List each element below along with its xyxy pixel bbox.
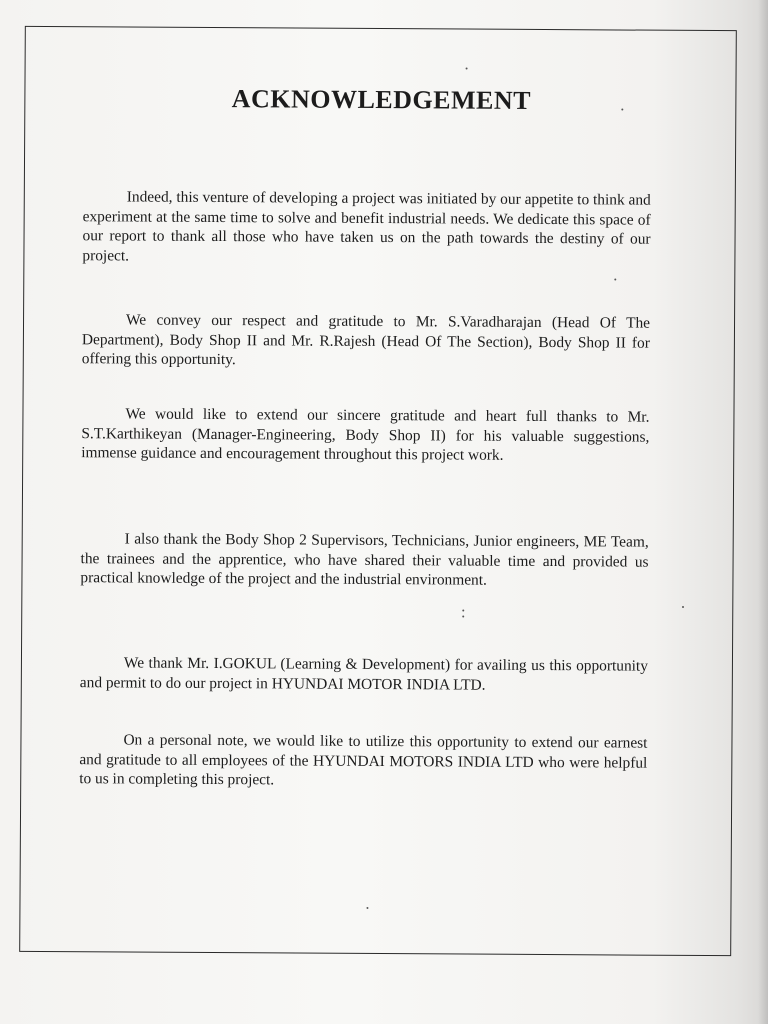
paper-speck xyxy=(366,907,368,909)
paragraph-personal-note: On a personal note, we would like to utilize this opportunity to extend our earnest and gratitude to all employees of the HYUNDAI MOTORS INDIA LTD who were helpful to us in completing this project. xyxy=(79,731,648,789)
page-title: ACKNOWLEDGEMENT xyxy=(231,84,532,115)
paper-speck xyxy=(462,610,464,612)
paper-edge-shadow xyxy=(758,0,768,1024)
paragraph-department-thanks: We convey our respect and gratitude to Mr. S.Varadharajan (Head Of The Department), Body Shop II and Mr. R.Rajesh (Head Of The Section), Body Shop II for offering this opportunity. xyxy=(81,311,651,369)
paragraph-team-thanks: I also thank the Body Shop 2 Supervisors, Technicians, Junior engineers, ME Team, the trainees and the apprentice, who have shared their valuable time and provided us practical knowledge of the project and the industrial environment. xyxy=(80,530,649,589)
paragraph-intro: Indeed, this venture of developing a project was initiated by our appetite to think and experiment at the same time to solve and benefit industrial needs. We dedicate this space of our report to thank all those who have taken us on the path towards the destiny of our project. xyxy=(82,188,651,264)
page-border-frame xyxy=(19,26,737,956)
paper-speck xyxy=(462,616,464,618)
paper-speck xyxy=(621,108,623,110)
paper-speck xyxy=(682,606,684,608)
paper-speck xyxy=(614,278,616,280)
paper-speck xyxy=(466,68,468,70)
paragraph-manager-thanks: We would like to extend our sincere gratitude and heart full thanks to Mr. S.T.Karthikeyan (Manager-Engineering, Body Shop II) for his valuable suggestions, immense guidance and encouragement throughout this project work. xyxy=(81,405,650,464)
paragraph-learning-thanks: We thank Mr. I.GOKUL (Learning & Development) for availing us this opportunity and permit to do our project in HYUNDAI MOTOR INDIA LTD. xyxy=(79,654,648,694)
